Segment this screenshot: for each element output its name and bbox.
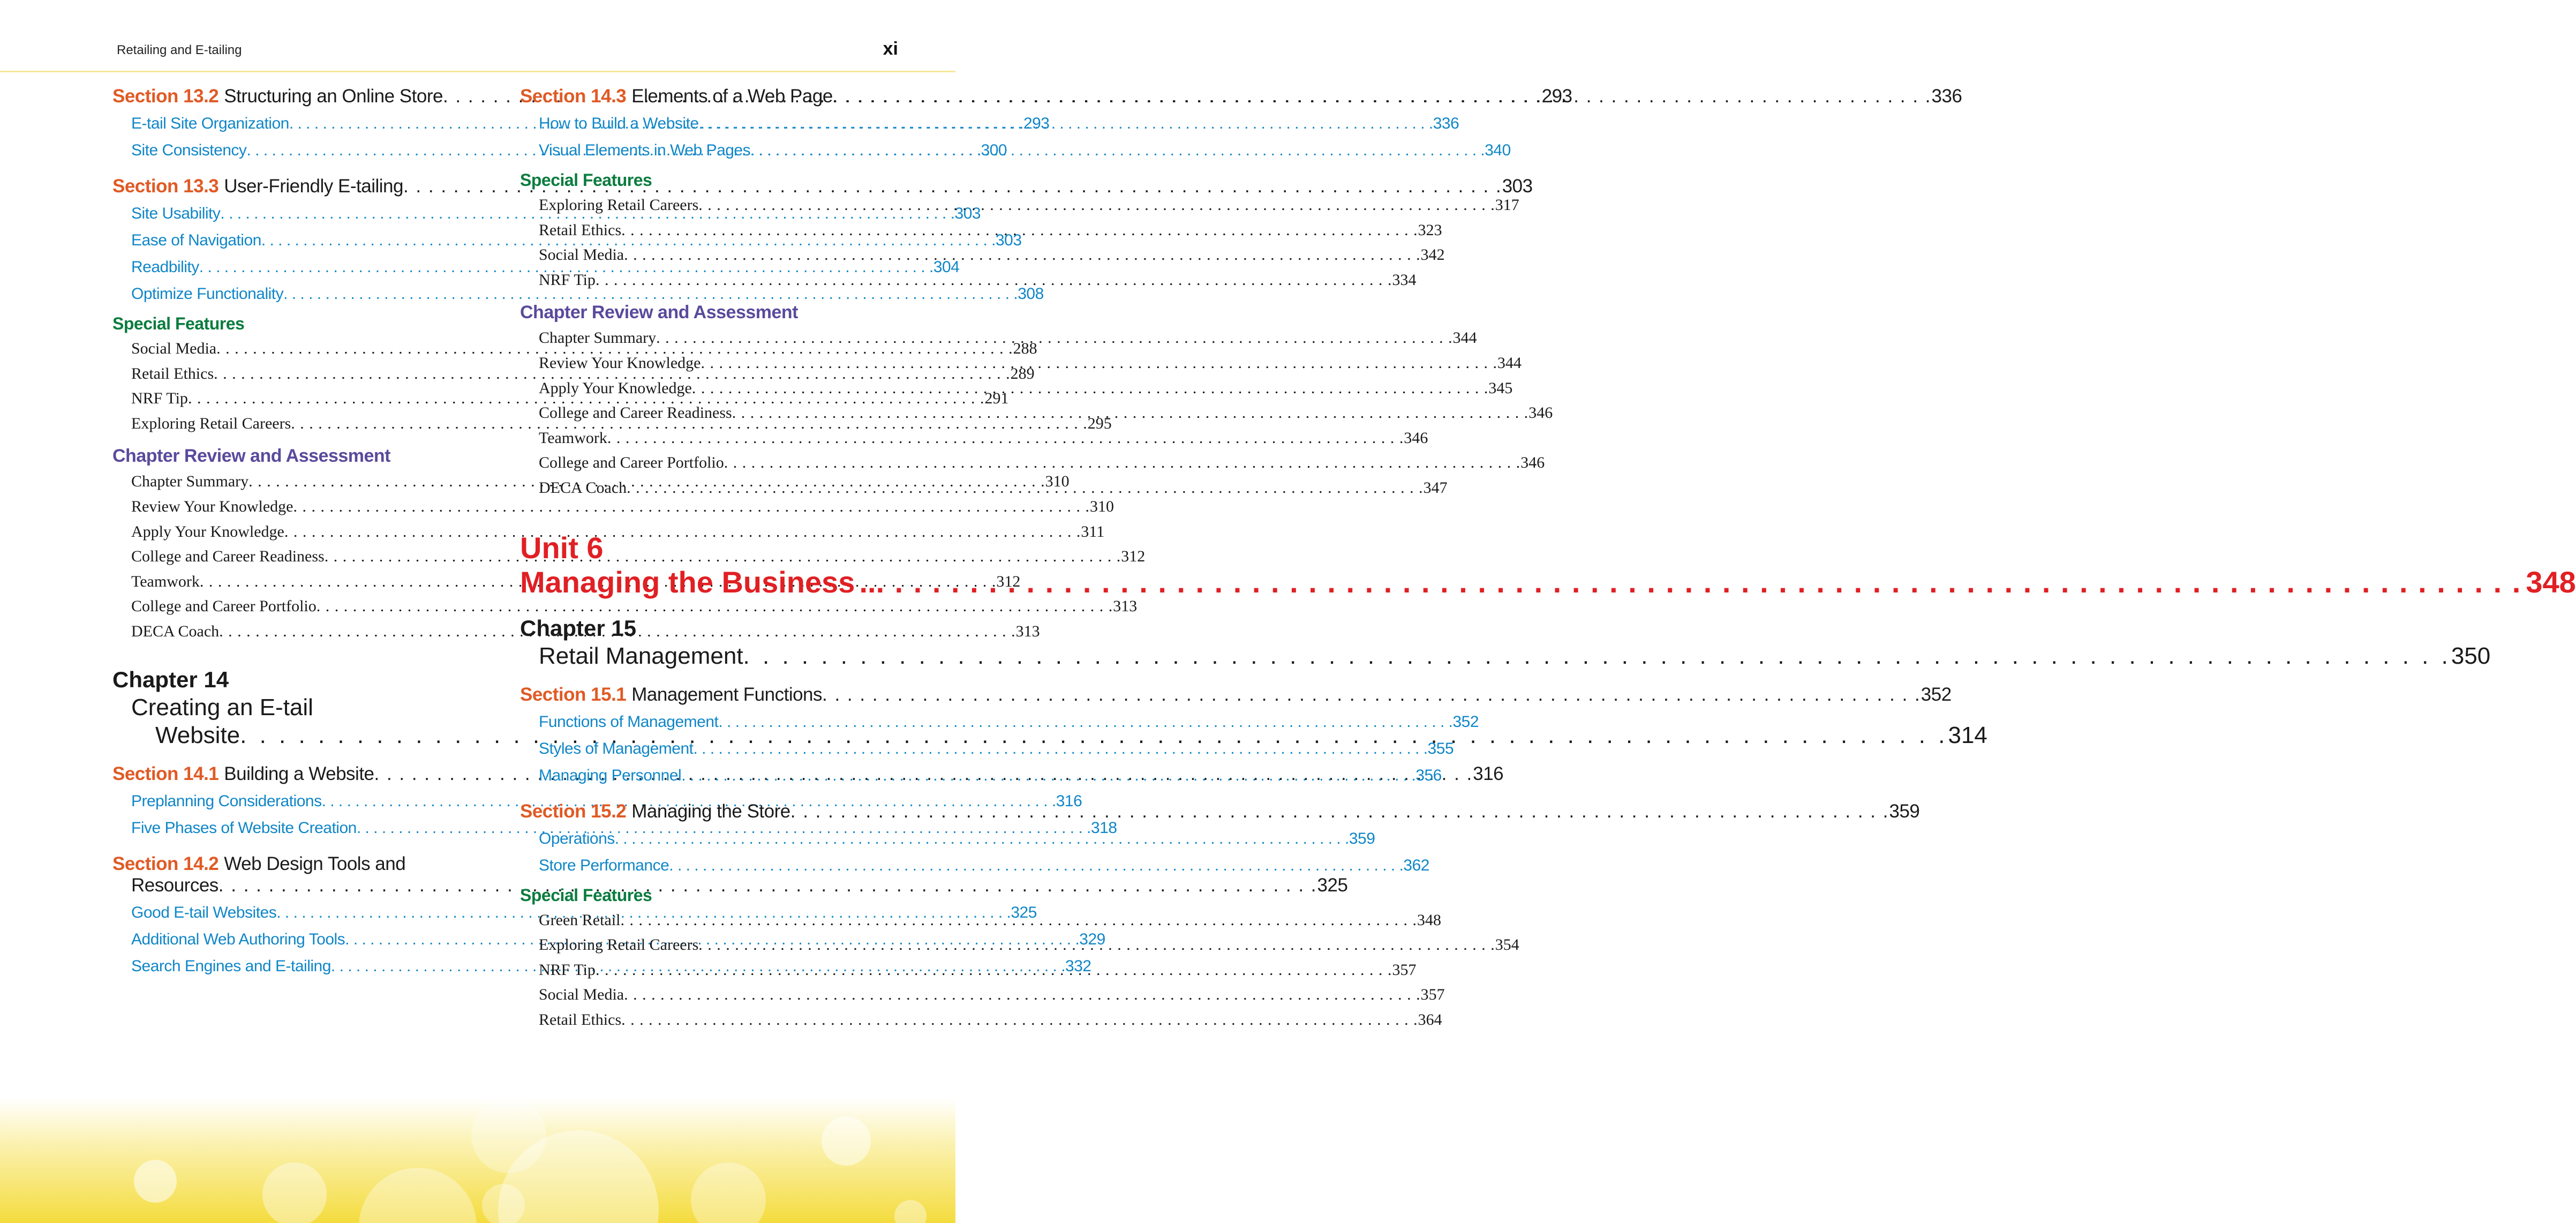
entry-title: Styles of Management bbox=[539, 739, 694, 757]
entry-page: 316 bbox=[1056, 792, 1082, 810]
chapter-review-heading: Chapter Review and Assessment bbox=[520, 302, 798, 323]
entry-title: Retail Ethics bbox=[539, 1010, 622, 1029]
entry-title: Site Usability bbox=[131, 205, 221, 222]
entry-title: Readbility bbox=[131, 258, 199, 276]
dot-leader bbox=[669, 852, 1403, 879]
unit-6-heading[interactable]: Unit 6 Managing the Business .. . . . 348 bbox=[520, 531, 897, 599]
entry-page: 345 bbox=[1488, 379, 1513, 397]
entry-title: Exploring Retail Careers bbox=[131, 414, 291, 432]
entry-page: 288 bbox=[1013, 340, 1037, 357]
entry-page: 346 bbox=[1404, 429, 1428, 447]
dot-leader bbox=[718, 709, 1452, 736]
entry-title: DECA Coach bbox=[539, 478, 627, 497]
entry-title: NRF Tip bbox=[539, 271, 596, 289]
toc-link-entry[interactable] bbox=[112, 281, 1044, 307]
section-title: Structuring an Online Store bbox=[224, 86, 443, 107]
entry-title: College and Career Readiness bbox=[539, 404, 732, 422]
entry-page: 325 bbox=[1011, 903, 1037, 921]
entry-page: 313 bbox=[1113, 597, 1138, 616]
entry-page: 312 bbox=[996, 572, 1021, 590]
entry-title: Apply Your Knowledge bbox=[539, 379, 692, 397]
chapter-title-text: Website bbox=[155, 722, 240, 748]
review-entry[interactable] bbox=[112, 594, 1138, 619]
dot-leader bbox=[750, 137, 1485, 164]
entry-title: Operations bbox=[539, 829, 615, 847]
entry-page: 329 bbox=[1079, 930, 1105, 948]
entry-page: 352 bbox=[1452, 712, 1479, 731]
dot-leader bbox=[656, 326, 1453, 351]
entry-page: 364 bbox=[1418, 1010, 1442, 1029]
review-entry[interactable] bbox=[520, 426, 1428, 451]
entry-title: Teamwork bbox=[539, 429, 607, 447]
entry-page: 303 bbox=[995, 231, 1022, 249]
entry-title: How to Build a Website bbox=[539, 115, 699, 132]
entry-title: Exploring Retail Careers bbox=[539, 936, 699, 954]
chapter-15-title[interactable] bbox=[520, 642, 2491, 670]
entry-page: 347 bbox=[1423, 478, 1448, 497]
toc-link-entry[interactable] bbox=[520, 709, 1479, 736]
entry-page: 354 bbox=[1495, 936, 1519, 954]
dot-leader bbox=[615, 826, 1349, 852]
section-page: 336 bbox=[1931, 86, 1962, 107]
section-title: Building a Website bbox=[224, 763, 374, 784]
section-title: Elements of a Web Page bbox=[631, 86, 833, 107]
entry-title: Ease of Navigation bbox=[131, 231, 261, 249]
entry-page: 332 bbox=[1065, 957, 1091, 975]
section-title-cont: Resources bbox=[131, 874, 219, 896]
section-label: Section 13.2 bbox=[112, 86, 219, 107]
decorative-bubble-footer bbox=[0, 1098, 955, 1223]
entry-title: Managing Personnel bbox=[539, 766, 682, 784]
entry-title: College and Career Portfolio bbox=[539, 454, 724, 472]
entry-title: Teamwork bbox=[131, 572, 200, 590]
entry-page: 344 bbox=[1497, 354, 1522, 372]
entry-title: Social Media bbox=[539, 986, 624, 1004]
section-label: Section 13.3 bbox=[112, 176, 219, 197]
toc-link-entry[interactable] bbox=[520, 762, 1442, 789]
entry-page: 311 bbox=[1081, 522, 1105, 541]
section-page: 303 bbox=[1502, 176, 1533, 197]
dot-leader bbox=[698, 933, 1495, 958]
entry-page: 300 bbox=[981, 141, 1007, 159]
entry-title: Review Your Knowledge bbox=[539, 354, 701, 372]
entry-page: 334 bbox=[1392, 271, 1417, 289]
section-label: Section 15.1 bbox=[520, 684, 627, 705]
dot-leader bbox=[701, 351, 1497, 376]
section-title: Web Design Tools and bbox=[224, 853, 406, 874]
entry-page: 359 bbox=[1349, 829, 1375, 847]
page-number: xi bbox=[883, 39, 898, 59]
special-features-heading: Special Features bbox=[520, 170, 652, 190]
entry-title: Functions of Management bbox=[539, 712, 719, 731]
toc-link-entry[interactable] bbox=[520, 852, 1429, 879]
dot-leader bbox=[607, 426, 1404, 451]
section-title: User-Friendly E-tailing bbox=[224, 176, 403, 197]
special-features-heading: Special Features bbox=[520, 885, 652, 905]
toc-link-entry[interactable] bbox=[520, 736, 1454, 762]
entry-page: 312 bbox=[1121, 547, 1146, 566]
section-label: Section 14.1 bbox=[112, 763, 219, 784]
feature-entry[interactable] bbox=[520, 982, 1445, 1008]
section-page: 352 bbox=[1920, 684, 1952, 705]
entry-title: Retail Ethics bbox=[539, 221, 622, 239]
entry-title: E-tail Site Organization bbox=[131, 115, 289, 132]
entry-page: 346 bbox=[1520, 454, 1545, 472]
entry-page: 323 bbox=[1418, 221, 1442, 239]
dot-leader bbox=[724, 451, 1521, 476]
section-label: Section 14.3 bbox=[520, 86, 627, 107]
dot-leader bbox=[692, 376, 1489, 401]
entry-title: Social Media bbox=[131, 340, 217, 357]
dot-leader bbox=[627, 476, 1423, 501]
chapter-page: 314 bbox=[1948, 722, 1987, 748]
entry-page: 342 bbox=[1420, 246, 1445, 264]
review-entry[interactable] bbox=[520, 451, 1545, 476]
section-page: 316 bbox=[1473, 763, 1504, 784]
chapter-review-heading: Chapter Review and Assessment bbox=[112, 446, 390, 467]
dot-leader bbox=[699, 110, 1433, 137]
entry-page: 310 bbox=[1045, 472, 1069, 491]
section-label: Section 15.2 bbox=[520, 800, 627, 822]
section-label: Section 14.2 bbox=[112, 853, 219, 874]
entry-page: 336 bbox=[1433, 115, 1459, 132]
section-title: Managing the Store bbox=[631, 800, 790, 822]
chapter-page: 350 bbox=[2451, 642, 2491, 669]
entry-page: 308 bbox=[1018, 285, 1044, 303]
unit-title: Managing the Business bbox=[520, 565, 855, 599]
dot-leader bbox=[621, 1008, 1418, 1033]
entry-title: Five Phases of Website Creation bbox=[131, 819, 357, 837]
entry-title: NRF Tip bbox=[539, 961, 596, 979]
chapter-15-label: Chapter 15 bbox=[520, 615, 637, 641]
entry-page: 346 bbox=[1528, 404, 1553, 422]
entry-page: 355 bbox=[1427, 739, 1454, 757]
entry-page: 310 bbox=[1089, 497, 1114, 515]
chapter-title-text: Retail Management bbox=[539, 642, 743, 669]
entry-page: 289 bbox=[1010, 364, 1035, 382]
special-features-heading: Special Features bbox=[112, 314, 245, 333]
entry-page: 356 bbox=[1415, 766, 1442, 784]
dot-leader bbox=[698, 193, 1495, 218]
dot-leader bbox=[621, 218, 1418, 243]
entry-page: 291 bbox=[984, 389, 1009, 408]
feature-entry[interactable] bbox=[520, 1008, 1442, 1033]
feature-entry[interactable] bbox=[520, 268, 1417, 293]
running-head: Retailing and E-tailing bbox=[117, 43, 242, 57]
entry-page: 303 bbox=[954, 205, 981, 222]
entry-title: College and Career Portfolio bbox=[131, 597, 317, 616]
entry-page: 313 bbox=[1015, 622, 1040, 640]
entry-title: Chapter Summary bbox=[539, 329, 657, 347]
entry-title: Chapter Summary bbox=[131, 472, 249, 491]
chapter-14-label: Chapter 14 bbox=[112, 666, 229, 692]
entry-title: Exploring Retail Careers bbox=[539, 196, 699, 214]
entry-title: Review Your Knowledge bbox=[131, 497, 293, 515]
dot-leader bbox=[624, 982, 1421, 1008]
entry-page: 357 bbox=[1420, 986, 1445, 1004]
section-title: Management Functions bbox=[631, 684, 823, 705]
dot-leader bbox=[732, 401, 1529, 426]
review-entry[interactable] bbox=[112, 520, 1105, 545]
entry-page: 344 bbox=[1452, 329, 1477, 347]
entry-title: Additional Web Authoring Tools bbox=[131, 930, 345, 948]
entry-page: 304 bbox=[933, 258, 960, 276]
entry-title: Good E-tail Websites bbox=[131, 903, 277, 921]
entry-page: 293 bbox=[1023, 115, 1050, 132]
entry-title: Retail Ethics bbox=[131, 364, 214, 382]
entry-page: 362 bbox=[1403, 856, 1429, 874]
entry-title: Store Performance bbox=[539, 856, 669, 874]
entry-page: 318 bbox=[1090, 819, 1117, 837]
unit-page: 348 bbox=[2526, 565, 2576, 599]
entry-title: Apply Your Knowledge bbox=[131, 522, 284, 541]
entry-page: 348 bbox=[1417, 911, 1441, 929]
entry-title: Search Engines and E-tailing bbox=[131, 957, 331, 975]
section-15-1-entry[interactable] bbox=[520, 684, 1952, 706]
entry-title: NRF Tip bbox=[131, 389, 188, 408]
page-header bbox=[0, 0, 955, 72]
entry-title: Visual Elements in Web Pages bbox=[539, 141, 751, 159]
entry-title: Optimize Functionality bbox=[131, 285, 284, 303]
dot-leader bbox=[624, 243, 1421, 268]
section-15-1-items bbox=[520, 709, 1479, 789]
entry-title: Social Media bbox=[539, 246, 624, 264]
section-page: 359 bbox=[1889, 800, 1920, 822]
section-page: 325 bbox=[1317, 874, 1348, 896]
dot-leader bbox=[694, 736, 1428, 762]
entry-page: 317 bbox=[1495, 196, 1519, 214]
entry-page: 357 bbox=[1392, 961, 1417, 979]
section-page: 293 bbox=[1541, 86, 1572, 107]
unit-label: Unit 6 bbox=[520, 530, 604, 565]
entry-title: Site Consistency bbox=[131, 141, 247, 159]
entry-title: DECA Coach bbox=[131, 622, 220, 640]
entry-title: College and Career Readiness bbox=[131, 547, 325, 566]
dot-leader bbox=[596, 268, 1392, 293]
entry-title: Preplanning Considerations bbox=[131, 792, 322, 810]
review-entry[interactable] bbox=[112, 494, 1114, 520]
chapter-14-title-line1[interactable]: Creating an E-tail bbox=[131, 694, 313, 721]
dot-leader bbox=[620, 908, 1417, 933]
entry-page: 340 bbox=[1485, 141, 1511, 159]
entry-page: 295 bbox=[1087, 414, 1112, 432]
dot-leader bbox=[681, 762, 1415, 789]
entry-title: Green Retail bbox=[539, 911, 621, 929]
dot-leader bbox=[596, 958, 1392, 983]
